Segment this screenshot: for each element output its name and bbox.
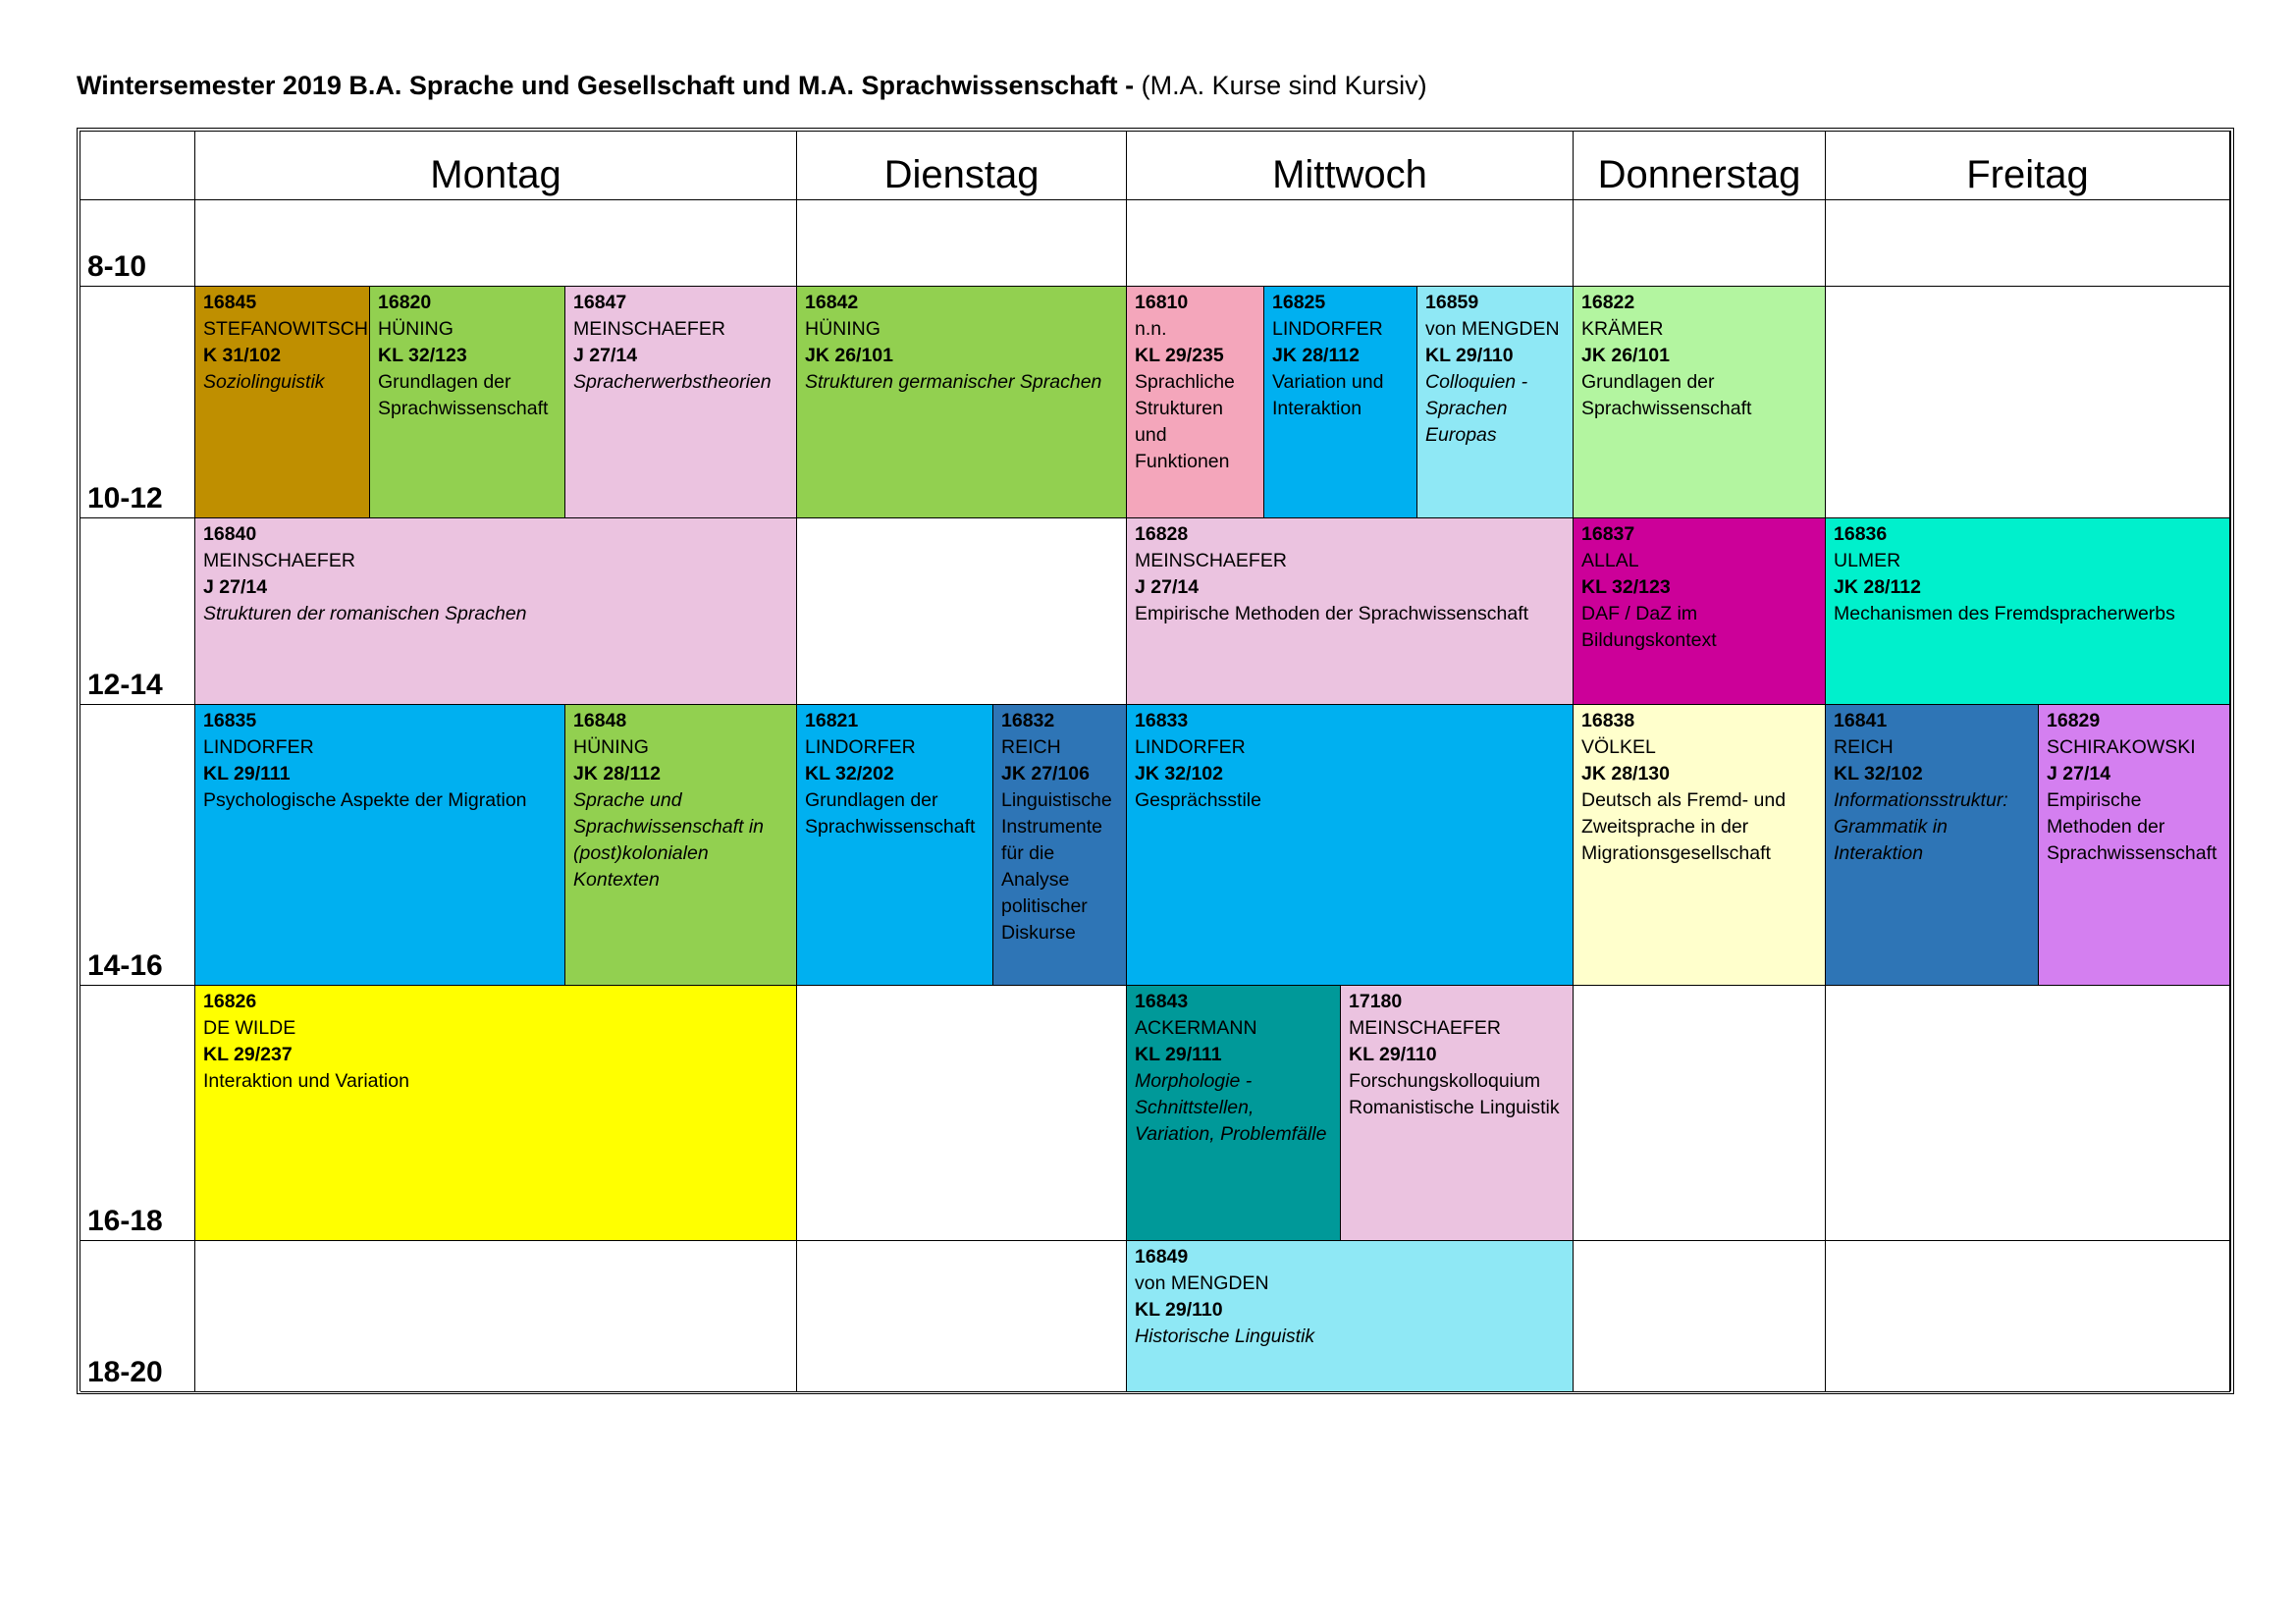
- lecturer: DE WILDE: [203, 1017, 296, 1039]
- room: JK 28/112: [573, 763, 661, 784]
- course-number: 16835: [203, 710, 257, 731]
- course-16848: [565, 705, 797, 986]
- lecturer: LINDORFER: [805, 736, 916, 758]
- day-header-3: Mittwoch: [1127, 132, 1574, 200]
- empty-cell: [1574, 1241, 1826, 1392]
- course-number: 16845: [203, 292, 257, 313]
- lecturer: LINDORFER: [1272, 318, 1383, 340]
- course-16840: [195, 518, 797, 705]
- room: JK 28/112: [1834, 576, 1921, 598]
- course-16822: [1574, 287, 1826, 518]
- lecturer: HÜNING: [573, 736, 649, 758]
- course-title: Morphologie - Schnittstellen, Variation, Problemfälle: [1135, 1070, 1327, 1145]
- room: J 27/14: [573, 345, 638, 366]
- course-16810: [1127, 287, 1264, 518]
- empty-cell: [1574, 200, 1826, 287]
- course-16836: [1826, 518, 2230, 705]
- course-number: 16859: [1425, 292, 1479, 313]
- course-16838: [1574, 705, 1826, 986]
- course-16825: [1264, 287, 1417, 518]
- empty-cell: [195, 200, 797, 287]
- room: JK 28/130: [1581, 763, 1670, 784]
- empty-cell: [1127, 200, 1574, 287]
- course-title: Grundlagen der Sprachwissenschaft: [378, 371, 549, 419]
- room: JK 28/112: [1272, 345, 1360, 366]
- room: KL 29/237: [203, 1044, 293, 1065]
- course-number: 16842: [805, 292, 859, 313]
- room: KL 32/123: [1581, 576, 1671, 598]
- course-number: 16848: [573, 710, 627, 731]
- day-header-1: Montag: [195, 132, 797, 200]
- course-16847: [565, 287, 797, 518]
- course-16841: [1826, 705, 2039, 986]
- lecturer: von MENGDEN: [1135, 1272, 1269, 1294]
- room: J 27/14: [2047, 763, 2111, 784]
- lecturer: VÖLKEL: [1581, 736, 1656, 758]
- room: KL 29/110: [1135, 1299, 1223, 1321]
- course-16842: [797, 287, 1127, 518]
- course-number: 16843: [1135, 991, 1189, 1012]
- course-title: Spracherwerbstheorien: [573, 371, 772, 393]
- course-title: DAF / DaZ im Bildungskontext: [1581, 603, 1717, 651]
- course-16849: [1127, 1241, 1574, 1392]
- course-number: 16829: [2047, 710, 2101, 731]
- course-16820: [370, 287, 565, 518]
- room: KL 29/235: [1135, 345, 1224, 366]
- empty-cell: [1826, 287, 2230, 518]
- course-number: 16821: [805, 710, 859, 731]
- course-number: 16841: [1834, 710, 1888, 731]
- course-16859: [1417, 287, 1574, 518]
- course-16843: [1127, 986, 1341, 1241]
- empty-cell: [1826, 1241, 2230, 1392]
- course-title: Historische Linguistik: [1135, 1325, 1315, 1347]
- course-number: 16832: [1001, 710, 1055, 731]
- empty-cell: [797, 518, 1127, 705]
- course-title: Soziolinguistik: [203, 371, 325, 393]
- lecturer: MEINSCHAEFER: [573, 318, 725, 340]
- timetable: [77, 128, 2234, 1394]
- course-title: Informationsstruktur: Grammatik in Interaktion: [1834, 789, 2008, 864]
- lecturer: LINDORFER: [1135, 736, 1246, 758]
- empty-cell: [797, 986, 1127, 1241]
- course-number: 16838: [1581, 710, 1635, 731]
- room: KL 29/111: [1135, 1044, 1222, 1065]
- course-16835: [195, 705, 565, 986]
- course-number: 16837: [1581, 523, 1635, 545]
- empty-cell: [797, 1241, 1127, 1392]
- empty-cell: [797, 200, 1127, 287]
- day-header-5: Freitag: [1826, 132, 2230, 200]
- lecturer: SCHIRAKOWSKI: [2047, 736, 2196, 758]
- lecturer: HÜNING: [805, 318, 881, 340]
- room: KL 29/111: [203, 763, 291, 784]
- empty-cell: [1574, 986, 1826, 1241]
- course-number: 17180: [1349, 991, 1403, 1012]
- lecturer: von MENGDEN: [1425, 318, 1560, 340]
- room: KL 32/202: [805, 763, 894, 784]
- room: KL 32/123: [378, 345, 467, 366]
- course-title: Empirische Methoden der Sprachwissenschaft: [1135, 603, 1529, 624]
- course-title: Gesprächsstile: [1135, 789, 1261, 811]
- course-number: 16849: [1135, 1246, 1189, 1268]
- course-title: Deutsch als Fremd- und Zweitsprache in der Migrationsgesellschaft: [1581, 789, 1787, 864]
- lecturer: STEFANOWITSCH: [203, 318, 368, 340]
- empty-cell: [1826, 200, 2230, 287]
- lecturer: MEINSCHAEFER: [1349, 1017, 1501, 1039]
- course-number: 16847: [573, 292, 627, 313]
- room: JK 26/101: [805, 345, 893, 366]
- course-16837: [1574, 518, 1826, 705]
- room: JK 26/101: [1581, 345, 1670, 366]
- lecturer: LINDORFER: [203, 736, 314, 758]
- course-16828: [1127, 518, 1574, 705]
- course-title: Strukturen der romanischen Sprachen: [203, 603, 527, 624]
- course-number: 16822: [1581, 292, 1635, 313]
- lecturer: REICH: [1834, 736, 1894, 758]
- lecturer: KRÄMER: [1581, 318, 1664, 340]
- room: J 27/14: [1135, 576, 1200, 598]
- empty-cell: [195, 1241, 797, 1392]
- course-16832: [993, 705, 1127, 986]
- time-slot-18-20: 18-20: [80, 1241, 195, 1392]
- course-title: Grundlagen der Sprachwissenschaft: [805, 789, 976, 838]
- course-title: Grundlagen der Sprachwissenschaft: [1581, 371, 1752, 419]
- course-title: Empirische Methoden der Sprachwissenschaft: [2047, 789, 2217, 864]
- room: JK 32/102: [1135, 763, 1223, 784]
- course-16826: [195, 986, 797, 1241]
- course-16821: [797, 705, 993, 986]
- room: JK 27/106: [1001, 763, 1090, 784]
- course-title: Sprache und Sprachwissenschaft in (post)kolonialen Kontexten: [573, 789, 765, 891]
- course-title: Linguistische Instrumente für die Analyse politischer Diskurse: [1001, 789, 1112, 944]
- course-title: Colloquien - Sprachen Europas: [1425, 371, 1528, 446]
- course-title: Strukturen germanischer Sprachen: [805, 371, 1102, 393]
- room: KL 29/110: [1425, 345, 1514, 366]
- course-number: 16833: [1135, 710, 1189, 731]
- lecturer: MEINSCHAEFER: [1135, 550, 1287, 571]
- course-title: Variation und Interaktion: [1272, 371, 1384, 419]
- course-16829: [2039, 705, 2230, 986]
- time-slot-16-18: 16-18: [80, 986, 195, 1241]
- lecturer: HÜNING: [378, 318, 454, 340]
- room: KL 32/102: [1834, 763, 1923, 784]
- lecturer: n.n.: [1135, 318, 1167, 340]
- room: J 27/14: [203, 576, 268, 598]
- room: K 31/102: [203, 345, 282, 366]
- time-slot-10-12: 10-12: [80, 287, 195, 518]
- course-number: 16810: [1135, 292, 1189, 313]
- time-slot-8-10: 8-10: [80, 200, 195, 287]
- course-title: Psychologische Aspekte der Migration: [203, 789, 527, 811]
- lecturer: MEINSCHAEFER: [203, 550, 355, 571]
- course-16833: [1127, 705, 1574, 986]
- course-17180: [1341, 986, 1574, 1241]
- lecturer: ULMER: [1834, 550, 1901, 571]
- course-number: 16836: [1834, 523, 1888, 545]
- course-title: Sprachliche Strukturen und Funktionen: [1135, 371, 1235, 472]
- day-header-4: Donnerstag: [1574, 132, 1826, 200]
- course-number: 16820: [378, 292, 432, 313]
- room: KL 29/110: [1349, 1044, 1437, 1065]
- course-number: 16826: [203, 991, 257, 1012]
- course-title: Mechanismen des Fremdspracherwerbs: [1834, 603, 2175, 624]
- lecturer: REICH: [1001, 736, 1061, 758]
- time-slot-12-14: 12-14: [80, 518, 195, 705]
- course-16845: [195, 287, 370, 518]
- course-title: Interaktion und Variation: [203, 1070, 409, 1092]
- lecturer: ALLAL: [1581, 550, 1639, 571]
- course-title: Forschungskolloquium Romanistische Linguistik: [1349, 1070, 1560, 1118]
- course-number: 16828: [1135, 523, 1189, 545]
- lecturer: ACKERMANN: [1135, 1017, 1257, 1039]
- course-number: 16825: [1272, 292, 1326, 313]
- header-corner: [80, 132, 195, 200]
- time-slot-14-16: 14-16: [80, 705, 195, 986]
- page-title: Wintersemester 2019 B.A. Sprache und Gesellschaft und M.A. Sprachwissenschaft - (M.A. Kurse sind Kursiv): [77, 71, 1427, 100]
- day-header-2: Dienstag: [797, 132, 1127, 200]
- course-number: 16840: [203, 523, 257, 545]
- empty-cell: [1826, 986, 2230, 1241]
